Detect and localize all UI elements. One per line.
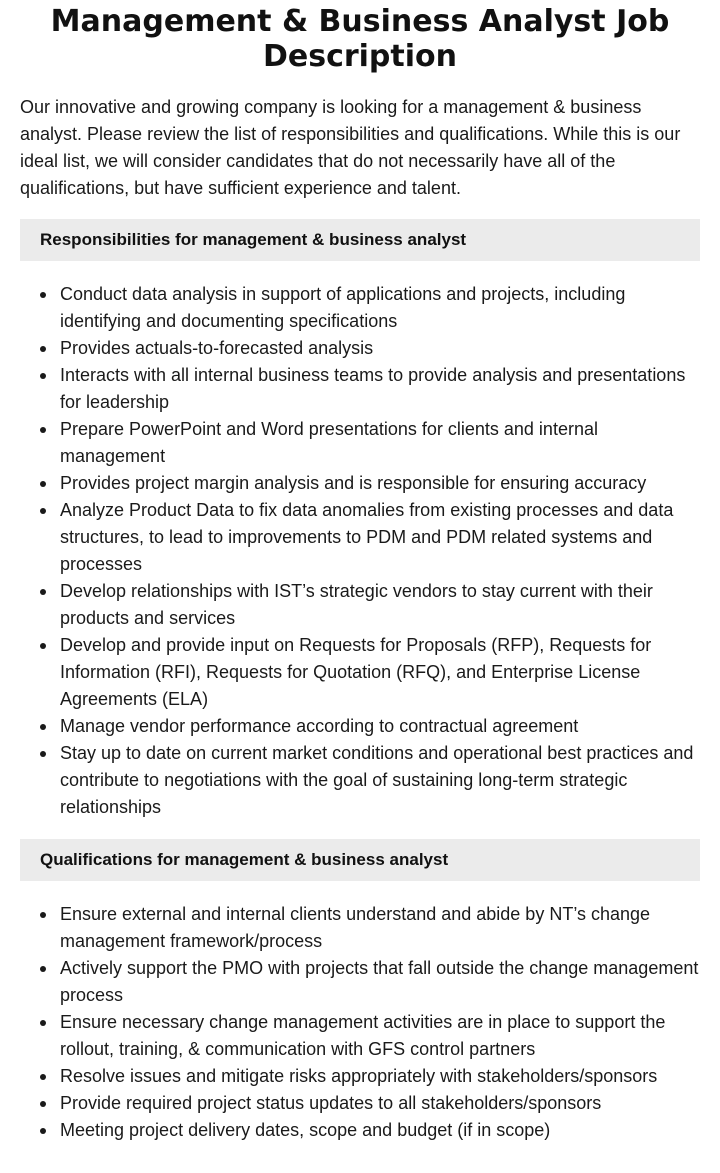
list-item: Conduct data analysis in support of applications and projects, including identifying and documenting specifications xyxy=(60,281,700,335)
list-item: Actively support the PMO with projects that fall outside the change management process xyxy=(60,955,700,1009)
list-item: Develop relationships with IST’s strategic vendors to stay current with their products and services xyxy=(60,578,700,632)
responsibilities-heading: Responsibilities for management & business analyst xyxy=(20,219,700,261)
page-title: Management & Business Analyst Job Description xyxy=(50,4,670,74)
qualifications-heading: Qualifications for management & business analyst xyxy=(20,839,700,881)
qualifications-list xyxy=(20,901,700,1144)
list-item: Resolve issues and mitigate risks appropriately with stakeholders/sponsors xyxy=(60,1063,700,1090)
list-item: Analyze Product Data to fix data anomalies from existing processes and data structures, to lead to improvements to PDM and PDM related systems and processes xyxy=(60,497,700,578)
list-item: Stay up to date on current market conditions and operational best practices and contribute to negotiations with the goal of sustaining long-term strategic relationships xyxy=(60,740,700,821)
list-item: Provides project margin analysis and is responsible for ensuring accuracy xyxy=(60,470,700,497)
list-item: Meeting project delivery dates, scope and budget (if in scope) xyxy=(60,1117,700,1144)
list-item: Provides actuals-to-forecasted analysis xyxy=(60,335,700,362)
intro-paragraph: Our innovative and growing company is looking for a management & business analyst. Please review the list of responsibilities and qualifications. While this is our ideal list, we will consider candidates that do not necessarily have all of the qualifications, but have sufficient experience and talent. xyxy=(20,97,681,198)
list-item: Interacts with all internal business teams to provide analysis and presentations for leadership xyxy=(60,362,700,416)
list-item: Develop and provide input on Requests for Proposals (RFP), Requests for Information (RFI), Requests for Quotation (RFQ), and Enterprise License Agreements (ELA) xyxy=(60,632,700,713)
list-item: Provide required project status updates to all stakeholders/sponsors xyxy=(60,1090,700,1117)
list-item: Ensure external and internal clients understand and abide by NT’s change management framework/process xyxy=(60,901,700,955)
list-item: Ensure necessary change management activities are in place to support the rollout, training, & communication with GFS control partners xyxy=(60,1009,700,1063)
list-item: Manage vendor performance according to contractual agreement xyxy=(60,713,700,740)
list-item: Prepare PowerPoint and Word presentations for clients and internal management xyxy=(60,416,700,470)
responsibilities-list xyxy=(20,281,700,821)
